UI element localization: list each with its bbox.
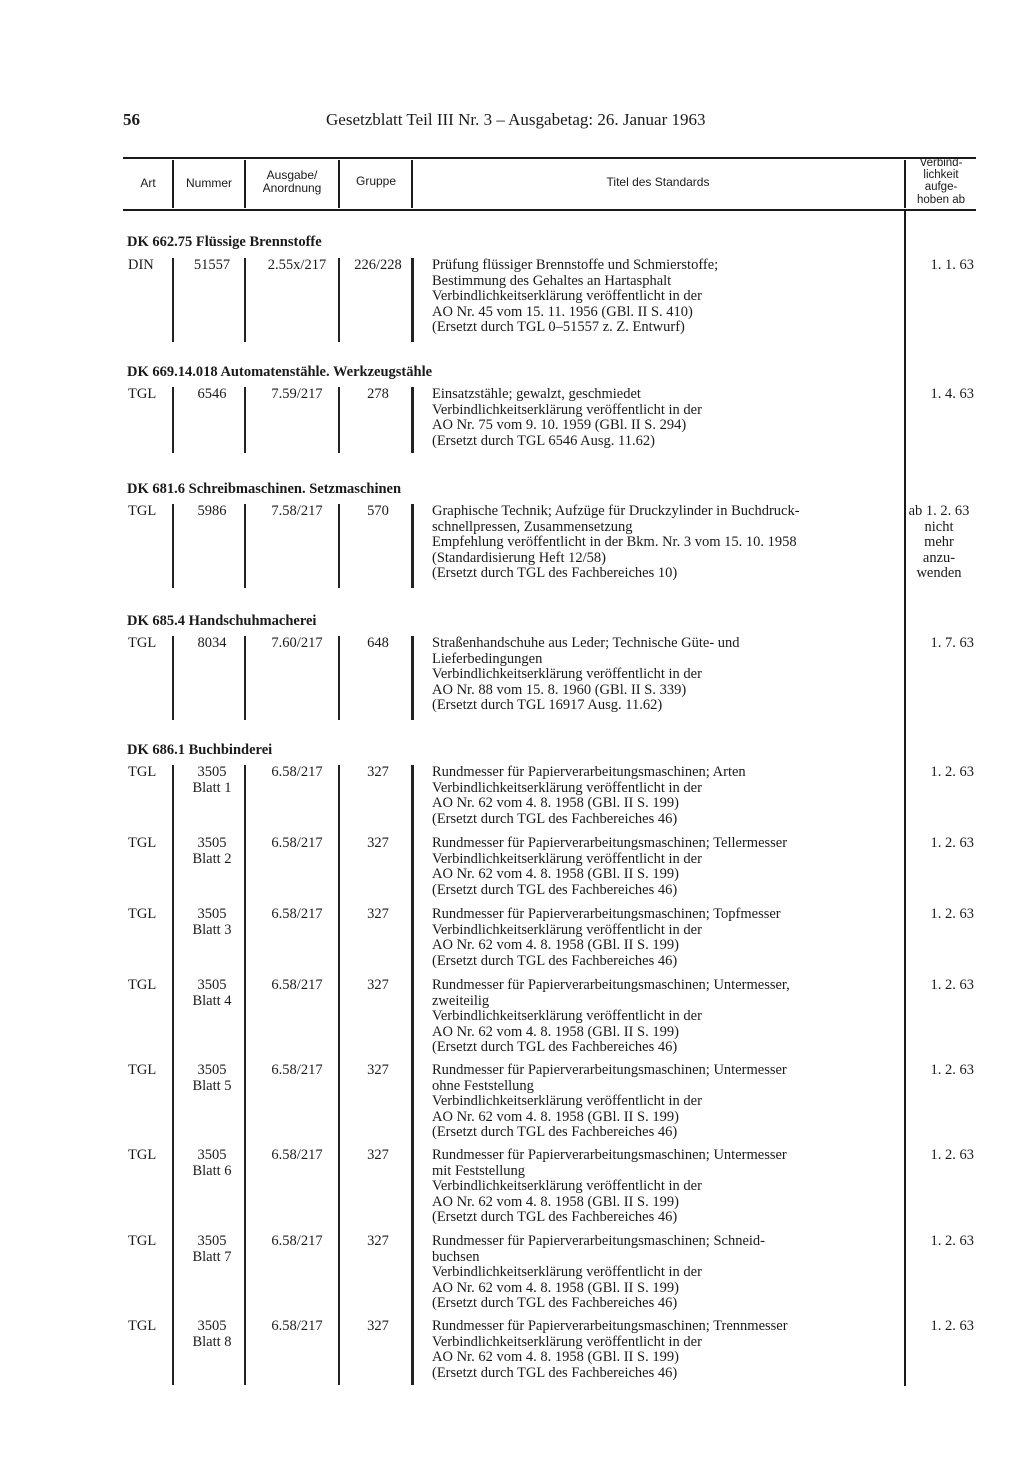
nummer-cell (176, 1063, 248, 1094)
table-top-rule (123, 157, 976, 159)
column-divider (411, 504, 414, 588)
ausgabe-cell: 6.58/217 (271, 1062, 323, 1078)
aufgehoben-cell (904, 636, 974, 652)
title-line: Prüfung flüssiger Brennstoffe und Schmierstoffe; (432, 257, 719, 273)
title-line: AO Nr. 62 vom 4. 8. 1958 (GBl. II S. 199) (432, 1349, 679, 1366)
title-line: (Ersetzt durch TGL des Fachbereiches 46) (432, 1209, 678, 1226)
aufgehoben-line: 1. 2. 63 (930, 1318, 974, 1334)
nummer-cell (176, 258, 248, 274)
column-divider (172, 636, 174, 720)
gruppe-cell: 327 (367, 764, 389, 780)
column-divider (411, 387, 414, 453)
nummer-line: 3505 (197, 764, 227, 780)
title-line: Rundmesser für Papierverarbeitungsmaschinen; Untermesser (432, 1147, 787, 1163)
ausgabe-cell: 6.58/217 (271, 906, 323, 922)
title-line: (Ersetzt durch TGL des Fachbereiches 46) (432, 1124, 678, 1141)
art-cell: TGL (128, 1318, 157, 1334)
ausgabe-cell: 7.58/217 (271, 503, 323, 519)
gruppe-cell: 327 (367, 977, 389, 993)
nummer-line: Blatt 3 (192, 921, 232, 938)
title-line: AO Nr. 75 vom 9. 10. 1959 (GBl. II S. 294) (432, 417, 687, 434)
column-divider (244, 636, 246, 720)
aufgehoben-cell (904, 836, 974, 852)
title-line: ohne Feststellung (432, 1077, 534, 1094)
title-line: Graphische Technik; Aufzüge für Druckzylinder in Buchdruck- (432, 503, 800, 519)
art-cell: TGL (128, 1147, 157, 1163)
column-divider (338, 636, 340, 720)
nummer-line: 8034 (197, 635, 227, 651)
nummer-cell (176, 836, 248, 867)
title-line: Verbindlichkeitserklärung veröffentlicht in der (432, 1178, 702, 1195)
title-cell (432, 978, 897, 1056)
art-cell: TGL (128, 906, 157, 922)
gruppe-cell: 278 (367, 386, 389, 402)
ausgabe-cell: 6.58/217 (271, 764, 323, 780)
nummer-line: Blatt 2 (192, 850, 232, 867)
aufgehoben-cell (904, 387, 974, 403)
title-line: Einsatzstähle; gewalzt, geschmiedet (432, 386, 641, 402)
nummer-line: 3505 (197, 977, 227, 993)
column-divider (338, 387, 340, 453)
gruppe-cell: 327 (367, 1147, 389, 1163)
title-line: AO Nr. 62 vom 4. 8. 1958 (GBl. II S. 199) (432, 1108, 679, 1125)
aufgehoben-cell (904, 765, 974, 781)
title-line: Straßenhandschuhe aus Leder; Technische Güte- und (432, 635, 740, 651)
art-cell: TGL (128, 835, 157, 851)
title-cell (432, 1234, 897, 1312)
aufgehoben-cell (904, 1234, 974, 1250)
nummer-line: 3505 (197, 835, 227, 851)
title-line: Rundmesser für Papierverarbeitungsmaschinen; Untermesser, (432, 977, 790, 993)
title-line: Verbindlichkeitserklärung veröffentlicht in der (432, 288, 702, 305)
art-cell: TGL (128, 764, 157, 780)
section-heading: DK 669.14.018 Automatenstähle. Werkzeugstähle (127, 364, 433, 380)
gruppe-cell: 327 (367, 1062, 389, 1078)
ausgabe-cell: 6.58/217 (271, 977, 323, 993)
column-header-gruppe: Gruppe (355, 174, 397, 188)
column-divider (338, 258, 340, 342)
column-divider (338, 504, 340, 588)
title-line: Verbindlichkeitserklärung veröffentlicht in der (432, 1093, 702, 1110)
title-line: (Standardisierung Heft 12/58) (432, 549, 606, 566)
title-line: Rundmesser für Papierverarbeitungsmaschinen; Arten (432, 764, 746, 780)
ausgabe-cell: 7.59/217 (271, 386, 323, 402)
aufgehoben-line: 1. 4. 63 (930, 386, 974, 402)
title-line: Rundmesser für Papierverarbeitungsmaschinen; Topfmesser (432, 906, 781, 922)
running-title: Gesetzblatt Teil III Nr. 3 – Ausgabetag: 26. Januar 1963 (326, 110, 706, 129)
ausgabe-cell: 6.58/217 (271, 1147, 323, 1163)
ausgabe-cell: 6.58/217 (271, 835, 323, 851)
title-line: Verbindlichkeitserklärung veröffentlicht in der (432, 1008, 702, 1025)
column-header-aufgehoben-line: lichkeit (923, 169, 959, 182)
title-line: (Ersetzt durch TGL des Fachbereiches 46) (432, 1364, 678, 1381)
title-cell (432, 1319, 897, 1381)
nummer-line: Blatt 6 (192, 1162, 232, 1179)
art-cell: DIN (128, 257, 154, 273)
title-cell (432, 636, 897, 714)
title-cell (432, 258, 897, 336)
title-line: AO Nr. 88 vom 15. 8. 1960 (GBl. II S. 339) (432, 681, 687, 698)
title-line: Verbindlichkeitserklärung veröffentlicht in der (432, 779, 702, 796)
nummer-cell (176, 1234, 248, 1265)
column-header-aufgehoben-line: hoben ab (917, 193, 965, 206)
title-line: (Ersetzt durch TGL 0–51557 z. Z. Entwurf) (432, 319, 685, 336)
table-header-bottom-rule (123, 209, 976, 211)
title-line: AO Nr. 62 vom 4. 8. 1958 (GBl. II S. 199) (432, 866, 679, 883)
column-header-aufgehoben-line: Verbind- (919, 157, 963, 169)
nummer-line: 3505 (197, 1318, 227, 1334)
column-divider (244, 504, 246, 588)
title-line: Verbindlichkeitserklärung veröffentlicht in der (432, 1333, 702, 1350)
nummer-line: Blatt 7 (192, 1248, 232, 1265)
title-line: Verbindlichkeitserklärung veröffentlicht in der (432, 666, 702, 683)
nummer-line: 3505 (197, 1062, 227, 1078)
title-line: AO Nr. 62 vom 4. 8. 1958 (GBl. II S. 199) (432, 1279, 679, 1296)
title-line: (Ersetzt durch TGL des Fachbereiches 46) (432, 1295, 678, 1312)
aufgehoben-cell (904, 978, 974, 994)
nummer-line: Blatt 8 (192, 1333, 232, 1350)
title-cell (432, 1148, 897, 1226)
title-line: Rundmesser für Papierverarbeitungsmaschinen; Trennmesser (432, 1318, 788, 1334)
title-line: (Ersetzt durch TGL des Fachbereiches 46) (432, 881, 678, 898)
aufgehoben-line: wenden (916, 565, 962, 582)
aufgehoben-line: 1. 7. 63 (930, 635, 974, 651)
nummer-line: 3505 (197, 1147, 227, 1163)
page-number: 56 (123, 110, 140, 129)
aufgehoben-line: 1. 1. 63 (930, 257, 974, 273)
aufgehoben-line: 1. 2. 63 (930, 1147, 974, 1163)
column-divider (244, 387, 246, 453)
section-heading: DK 685.4 Handschuhmacherei (127, 613, 317, 629)
column-header-ausgabe-line: Ausgabe/ (266, 168, 318, 182)
art-cell: TGL (128, 635, 157, 651)
ausgabe-cell: 6.58/217 (271, 1233, 323, 1249)
aufgehoben-line: mehr (924, 534, 954, 551)
title-cell (432, 504, 897, 582)
column-header-aufgehoben (906, 157, 976, 206)
aufgehoben-line: 1. 2. 63 (930, 1233, 974, 1249)
title-line: Rundmesser für Papierverarbeitungsmaschinen; Schneid- (432, 1233, 766, 1249)
aufgehoben-cell (904, 1319, 974, 1335)
gruppe-cell: 327 (367, 1318, 389, 1334)
title-line: AO Nr. 62 vom 4. 8. 1958 (GBl. II S. 199) (432, 937, 679, 954)
column-header-nummer: Nummer (185, 176, 232, 190)
nummer-line: 6546 (197, 386, 227, 402)
column-divider (172, 387, 174, 453)
nummer-line: 5986 (197, 503, 227, 519)
title-line: Rundmesser für Papierverarbeitungsmaschinen; Tellermesser (432, 835, 788, 851)
aufgehoben-line: 1. 2. 63 (930, 1062, 974, 1078)
nummer-cell (176, 636, 248, 652)
art-cell: TGL (128, 1233, 157, 1249)
column-divider (172, 765, 174, 1385)
aufgehoben-cell (904, 504, 974, 582)
aufgehoben-cell (904, 1063, 974, 1079)
title-line: (Ersetzt durch TGL des Fachbereiches 46) (432, 1039, 678, 1056)
title-cell (432, 907, 897, 969)
gruppe-cell: 327 (367, 1233, 389, 1249)
nummer-cell (176, 504, 248, 520)
nummer-cell (176, 978, 248, 1009)
aufgehoben-line: anzu- (922, 549, 956, 566)
nummer-line: Blatt 1 (192, 779, 232, 796)
title-line: (Ersetzt durch TGL des Fachbereiches 46) (432, 810, 678, 827)
art-cell: TGL (128, 386, 157, 402)
title-line: (Ersetzt durch TGL des Fachbereiches 46) (432, 952, 678, 969)
aufgehoben-cell (904, 907, 974, 923)
column-divider (411, 258, 414, 342)
gruppe-cell: 327 (367, 835, 389, 851)
title-line: Lieferbedingungen (432, 650, 543, 667)
column-divider (244, 258, 246, 342)
ausgabe-cell: 6.58/217 (271, 1318, 323, 1334)
aufgehoben-cell (904, 258, 974, 274)
gruppe-cell: 648 (367, 635, 389, 651)
gruppe-cell: 570 (367, 503, 389, 519)
nummer-line: Blatt 5 (192, 1077, 232, 1094)
column-header-aufgehoben-line: aufge- (924, 181, 958, 194)
title-line: Verbindlichkeitserklärung veröffentlicht in der (432, 401, 702, 418)
section-heading: DK 662.75 Flüssige Brennstoffe (127, 234, 322, 250)
aufgehoben-line: 1. 2. 63 (930, 835, 974, 851)
title-line: (Ersetzt durch TGL des Fachbereiches 10) (432, 565, 678, 582)
title-line: AO Nr. 62 vom 4. 8. 1958 (GBl. II S. 199) (432, 795, 679, 812)
column-divider (172, 504, 174, 588)
aufgehoben-cell (904, 1148, 974, 1164)
nummer-line: 51557 (193, 257, 231, 273)
title-line: Empfehlung veröffentlicht in der Bkm. Nr. 3 vom 15. 10. 1958 (432, 534, 797, 551)
title-line: (Ersetzt durch TGL 6546 Ausg. 11.62) (432, 432, 655, 449)
ausgabe-cell: 2.55x/217 (267, 257, 327, 273)
aufgehoben-line: nicht (924, 518, 954, 535)
ausgabe-cell: 7.60/217 (271, 635, 323, 651)
gruppe-cell: 226/228 (354, 257, 402, 273)
title-line: (Ersetzt durch TGL 16917 Ausg. 11.62) (432, 697, 663, 714)
title-line: Verbindlichkeitserklärung veröffentlicht in der (432, 921, 702, 938)
title-line: Rundmesser für Papierverarbeitungsmaschinen; Untermesser (432, 1062, 787, 1078)
nummer-line: 3505 (197, 906, 227, 922)
column-divider (172, 258, 174, 342)
nummer-line: Blatt 4 (192, 992, 232, 1009)
section-heading: DK 686.1 Buchbinderei (127, 742, 273, 758)
column-header-art: Art (140, 176, 156, 190)
column-header-ausgabe (246, 169, 338, 195)
aufgehoben-line: ab 1. 2. 63 (908, 503, 970, 519)
title-line: mit Feststellung (432, 1162, 526, 1179)
title-line: zweiteilig (432, 992, 490, 1009)
gruppe-cell: 327 (367, 906, 389, 922)
art-cell: TGL (128, 1062, 157, 1078)
nummer-cell (176, 387, 248, 403)
section-heading: DK 681.6 Schreibmaschinen. Setzmaschinen (127, 481, 402, 497)
title-line: schnellpressen, Zusammensetzung (432, 518, 633, 535)
title-cell (432, 836, 897, 898)
title-cell (432, 1063, 897, 1141)
aufgehoben-line: 1. 2. 63 (930, 906, 974, 922)
nummer-cell (176, 765, 248, 796)
nummer-line: 3505 (197, 1233, 227, 1249)
title-line: AO Nr. 45 vom 15. 11. 1956 (GBl. II S. 410) (432, 303, 693, 320)
aufgehoben-line: 1. 2. 63 (930, 977, 974, 993)
column-divider (411, 636, 414, 720)
nummer-cell (176, 1319, 248, 1350)
title-line: buchsen (432, 1248, 480, 1265)
aufgehoben-line: 1. 2. 63 (930, 764, 974, 780)
art-cell: TGL (128, 977, 157, 993)
title-cell (432, 387, 897, 449)
nummer-cell (176, 907, 248, 938)
art-cell: TGL (128, 503, 157, 519)
nummer-cell (176, 1148, 248, 1179)
title-line: Verbindlichkeitserklärung veröffentlicht in der (432, 850, 702, 867)
title-line: AO Nr. 62 vom 4. 8. 1958 (GBl. II S. 199) (432, 1193, 679, 1210)
column-header-ausgabe-line: Anordnung (262, 181, 322, 195)
column-header-titel: Titel des Standards (606, 175, 710, 189)
title-cell (432, 765, 897, 827)
title-line: Bestimmung des Gehaltes an Hartasphalt (432, 272, 672, 289)
title-line: AO Nr. 62 vom 4. 8. 1958 (GBl. II S. 199) (432, 1023, 679, 1040)
title-line: Verbindlichkeitserklärung veröffentlicht in der (432, 1264, 702, 1281)
